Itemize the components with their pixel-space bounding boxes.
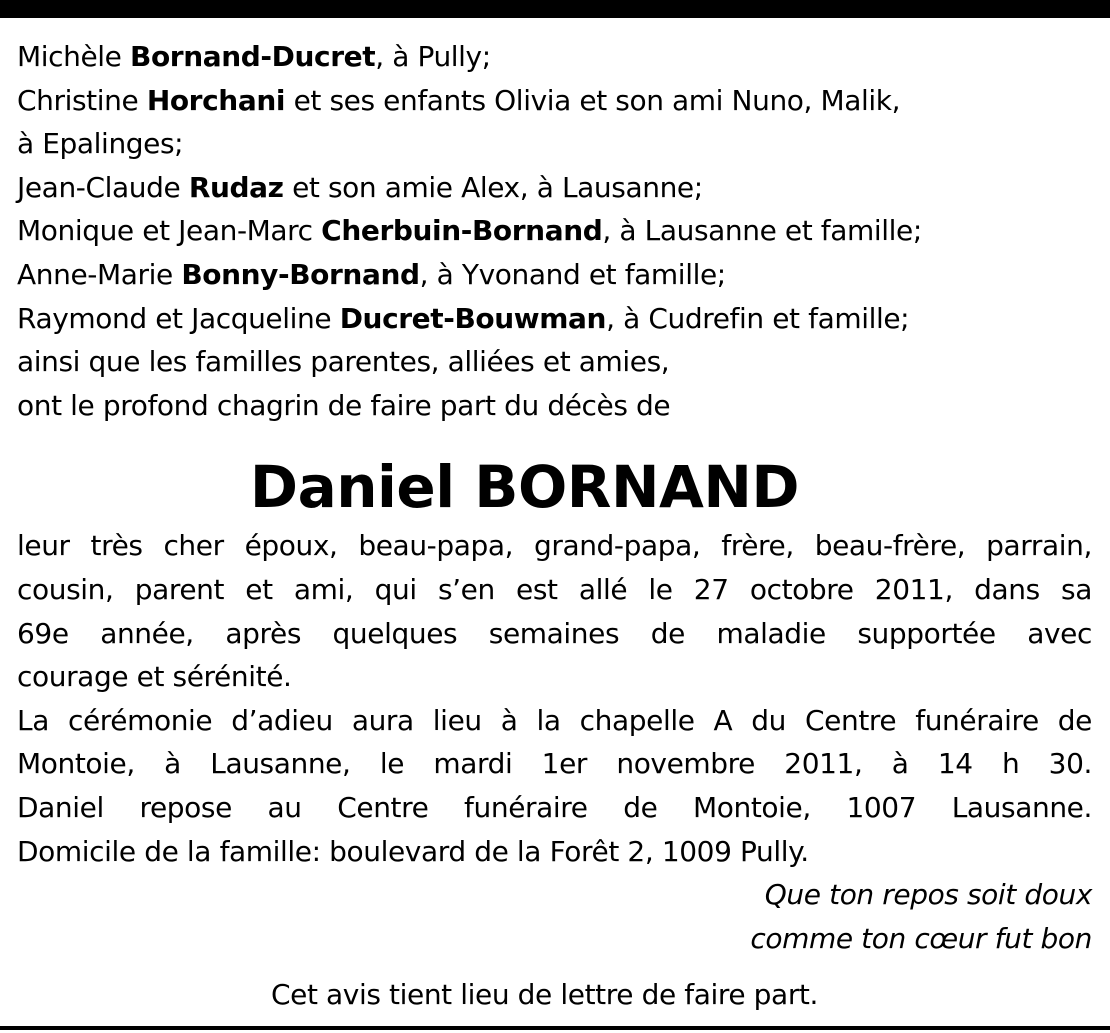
family-line-text: ont le profond chagrin de faire part du décès de	[17, 388, 671, 422]
family-line-text: , à Lausanne et famille;	[602, 214, 922, 248]
deceased-name: Daniel BORNAND	[249, 453, 800, 522]
family-surname: Horchani	[146, 83, 286, 117]
family-line	[17, 166, 1092, 210]
family-line	[17, 340, 1092, 384]
family-line-text: Jean-Claude	[17, 170, 189, 204]
body-line: Montoie, à Lausanne, le mardi 1er novembre 2011, à 14 h 30.	[17, 747, 1092, 781]
body-line: Domicile de la famille: boulevard de la Forêt 2, 1009 Pully.	[17, 834, 809, 868]
body-line: Daniel repose au Centre funéraire de Montoie, 1007 Lausanne.	[17, 790, 1092, 824]
family-line	[17, 209, 1092, 253]
epitaph	[17, 873, 1092, 960]
family-line	[17, 297, 1092, 341]
notice-footer: Cet avis tient lieu de lettre de faire part.	[270, 978, 819, 1012]
body-line: courage et sérénité.	[17, 660, 292, 694]
family-line-text: Christine	[17, 83, 147, 117]
body-line: 69e année, après quelques semaines de maladie supportée avec	[17, 616, 1092, 650]
body-line: La cérémonie d’adieu aura lieu à la chapelle A du Centre funéraire de	[17, 703, 1092, 737]
family-list	[17, 35, 1092, 427]
family-line-text: , à Pully;	[375, 40, 491, 73]
family-line	[17, 253, 1092, 297]
family-line-text: ainsi que les familles parentes, alliées et amies,	[17, 345, 670, 379]
family-line-text: Monique et Jean-Marc	[17, 214, 322, 248]
family-line-text: , à Yvonand et famille;	[419, 257, 726, 291]
family-surname: Bonny-Bornand	[181, 257, 420, 291]
epitaph-line: Que ton repos soit doux	[764, 878, 1092, 912]
top-rule	[0, 0, 1110, 18]
bottom-rule	[0, 1026, 1110, 1030]
family-line	[17, 79, 1092, 123]
family-line	[17, 384, 1092, 428]
family-line-text: Anne-Marie	[17, 257, 182, 291]
family-surname: Bornand-Ducret	[130, 40, 376, 73]
family-line-text: , à Cudrefin et famille;	[606, 301, 910, 335]
family-line	[17, 35, 1092, 79]
family-line-text: à Epalinges;	[17, 127, 184, 161]
family-line-text: et ses enfants Olivia et son ami Nuno, Malik,	[285, 83, 901, 117]
body-line: leur très cher époux, beau-papa, grand-papa, frère, beau-frère, parrain,	[17, 529, 1092, 563]
family-line	[17, 122, 1092, 166]
family-line-text: Raymond et Jacqueline	[17, 301, 340, 335]
notice-body	[17, 524, 1092, 873]
family-surname: Rudaz	[188, 170, 284, 204]
family-line-text: et son amie Alex, à Lausanne;	[283, 170, 703, 204]
body-line: cousin, parent et ami, qui s’en est allé le 27 octobre 2011, dans sa	[17, 572, 1092, 606]
epitaph-line: comme ton cœur fut bon	[750, 921, 1092, 955]
family-surname: Ducret-Bouwman	[339, 301, 607, 335]
family-surname: Cherbuin-Bornand	[321, 214, 603, 248]
family-line-text: Michèle	[17, 40, 131, 73]
death-notice	[17, 35, 1092, 1017]
